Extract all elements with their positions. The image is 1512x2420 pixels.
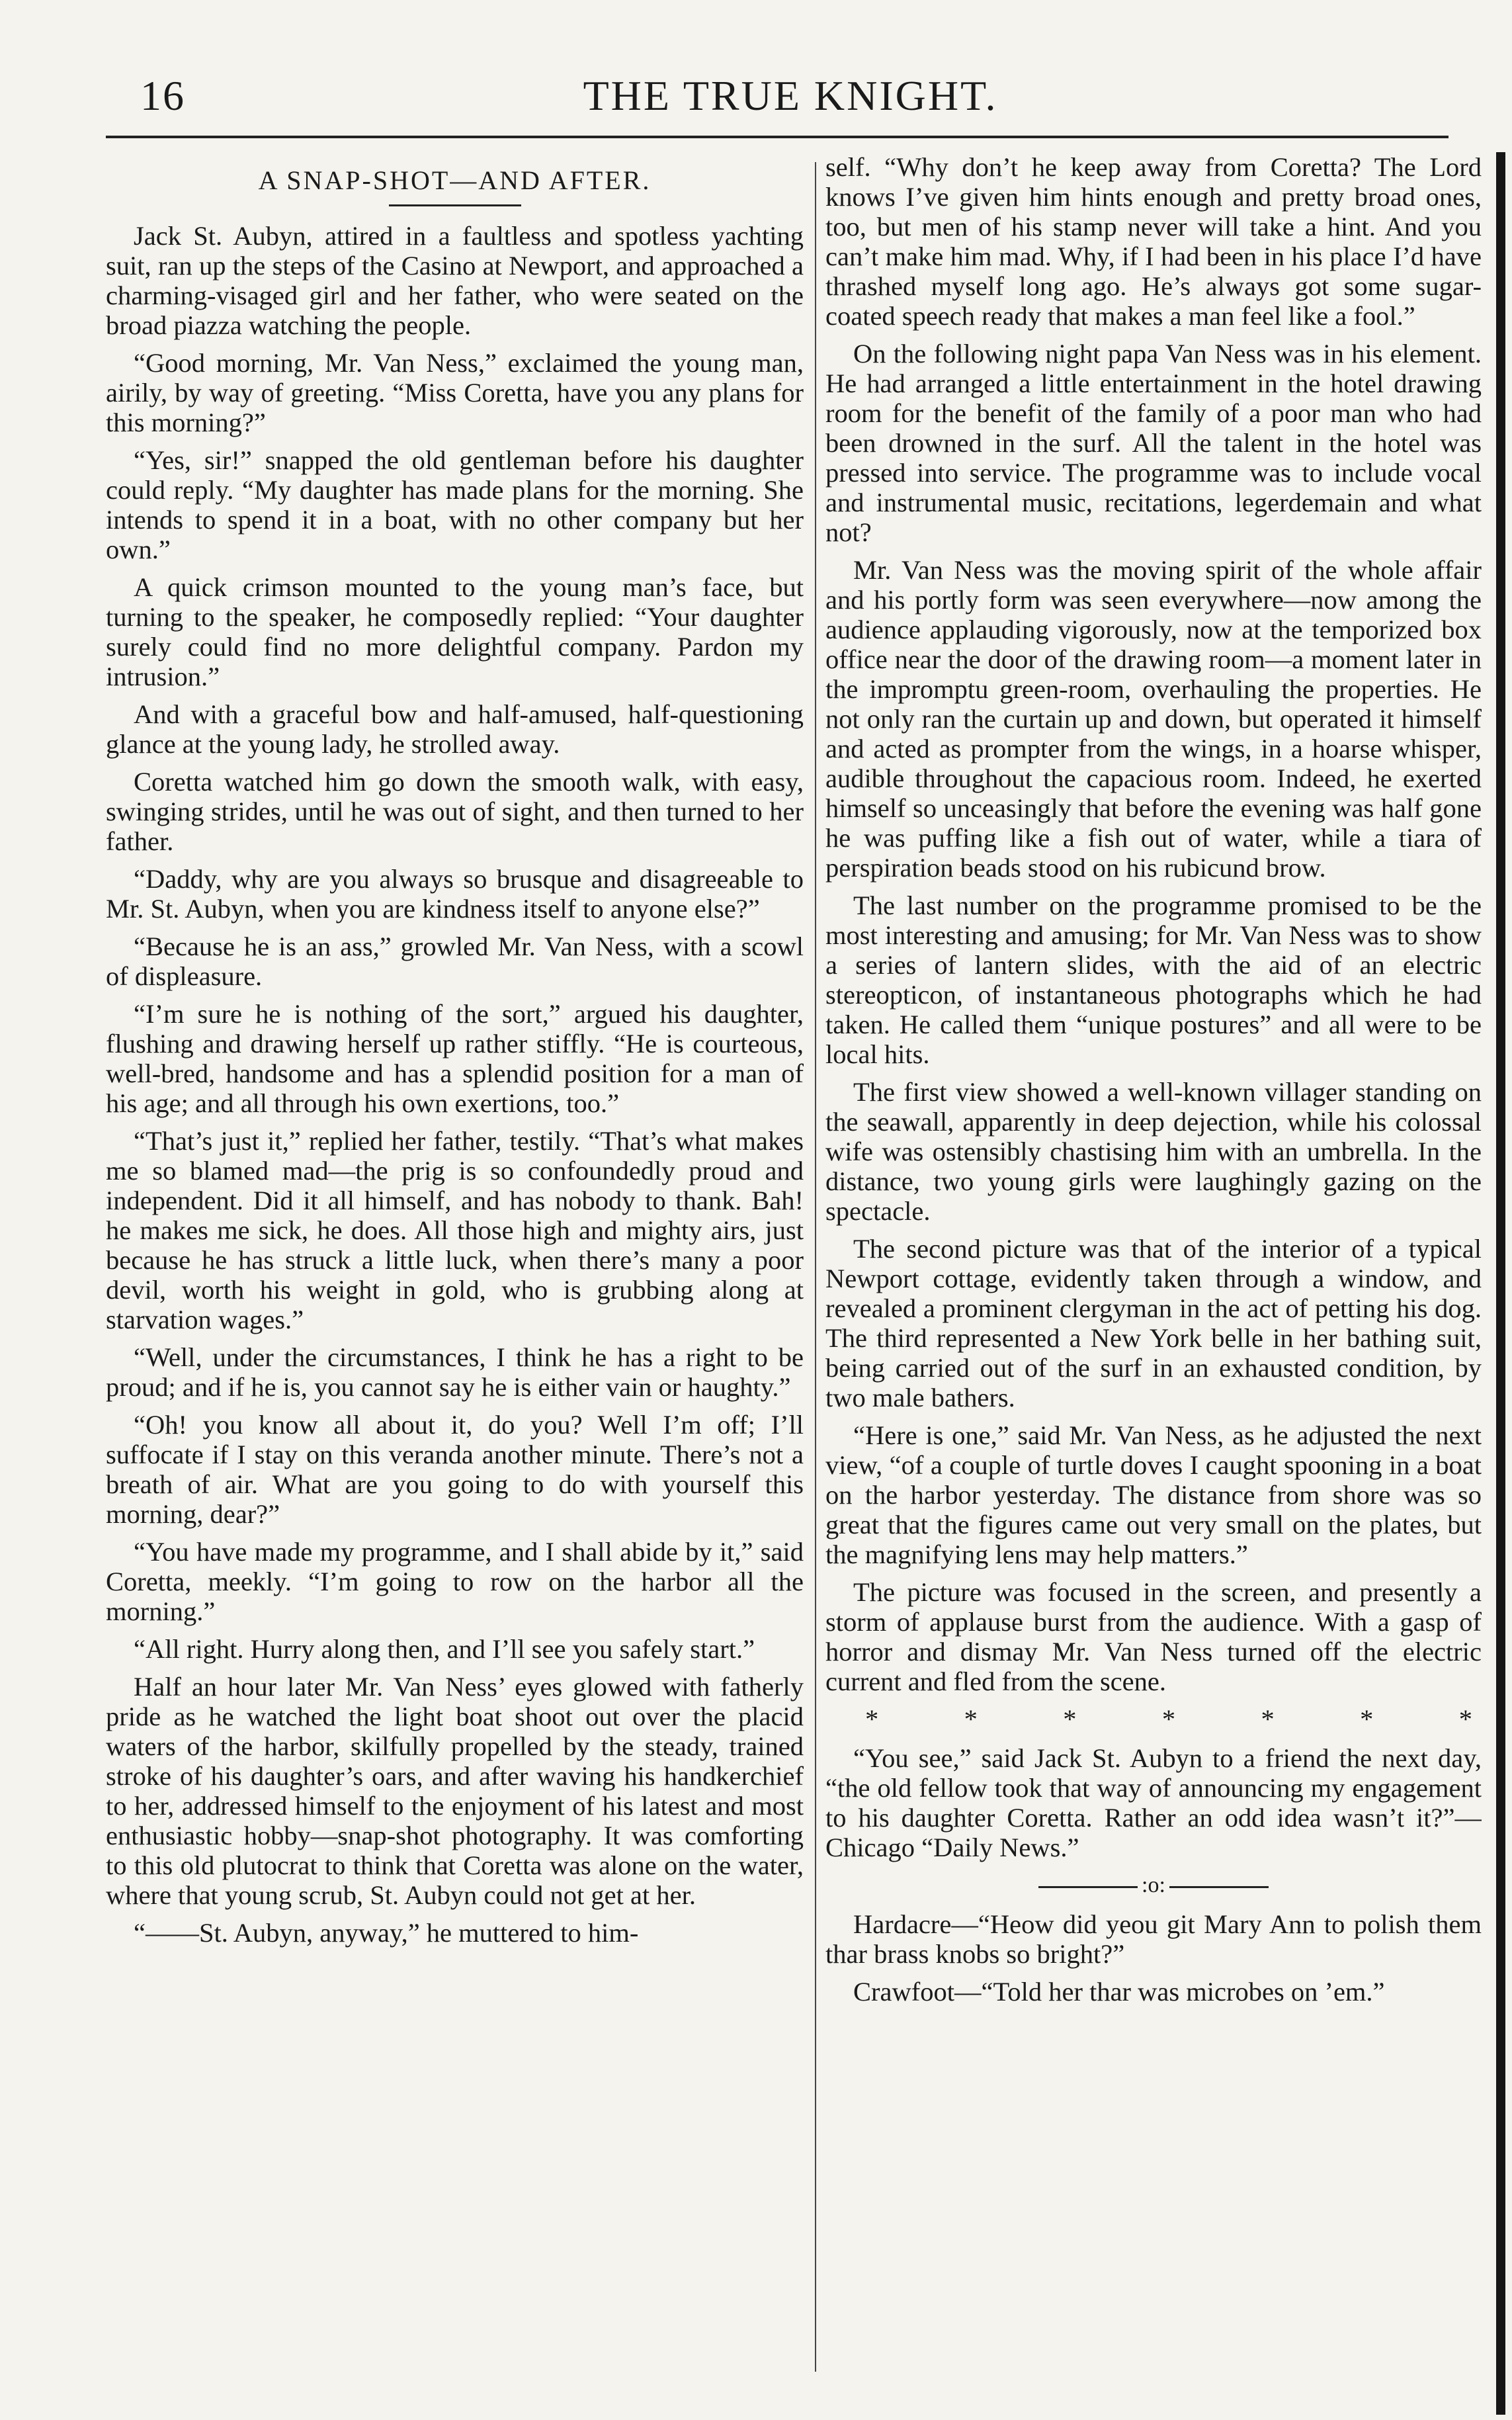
paragraph: “Here is one,” said Mr. Van Ness, as he adjusted the next view, “of a couple of turtle doves I caught spooning in a boat on the harbor yesterday. The distance from shore was so great that the figures came out very small on the plates, but the magnifying lens may help matters.” (825, 1420, 1482, 1569)
paragraph: On the following night papa Van Ness was in his element. He had arranged a little entertainment in the hotel drawing room for the benefit of the family of a poor man who had been drowned in the surf. All the talent in the hotel was pressed into service. The programme was to include vocal and instrumental music, recitations, legerdemain and what not? (825, 339, 1482, 547)
page-number: 16 (140, 72, 185, 119)
star: * (1161, 1704, 1179, 1734)
star: * (865, 1704, 882, 1734)
title-rule (389, 204, 521, 206)
paragraph: “Good morning, Mr. Van Ness,” exclaimed the young man, airily, by way of greeting. “Miss Coretta, have you any plans for this morning?” (106, 348, 804, 437)
paragraph: “Daddy, why are you always so brusque and disagreeable to Mr. St. Aubyn, when you are kindness itself to anyone else?” (106, 864, 804, 924)
filler-joke-line: Hardacre—“Heow did yeou git Mary Ann to polish them thar brass knobs so bright?” (825, 1909, 1482, 1969)
paragraph: The picture was focused in the screen, and presently a storm of applause burst from the audience. With a gasp of horror and dismay Mr. Van Ness turned off the electric current and fled from the scene. (825, 1577, 1482, 1696)
continued-paragraph: self. “Why don’t he keep away from Coretta? The Lord knows I’ve given him hints enough and pretty broad ones, too, but men of his stamp never will take a hint. And you can’t make him mad. Why, if I had been in his place I’d have thrashed myself long ago. He’s always got some sugar-coated speech ready that makes a man feel like a fool.” (825, 152, 1482, 331)
paragraph: “You have made my programme, and I shall abide by it,” said Coretta, meekly. “I’m going to row on the harbor all the morning.” (106, 1537, 804, 1626)
filler-joke-line: Crawfoot—“Told her thar was microbes on ’em.” (853, 1977, 1385, 2007)
section-break-stars (825, 1704, 1482, 1734)
paragraph: “I’m sure he is nothing of the sort,” argued his daughter, flushing and drawing herself up rather stiffly. “He is courteous, well-bred, handsome and has a splendid position for a man of his age; and all through his own exertions, too.” (106, 999, 804, 1118)
paragraph: Mr. Van Ness was the moving spirit of the whole affair and his portly form was seen everywhere—now among the audience applauding vigorously, now at the temporized box office near the door of the drawing room—a moment later in the impromptu green-room, overhauling the properties. He not only ran the curtain up and down, but operated it himself and acted as prompter from the wings, in a hoarse whisper, audible throughout the capacious room. Indeed, he exerted himself so unceasingly that before the evening was half gone he was puffing like a fish out of water, while a tiara of perspiration beads stood on his rubicund brow. (825, 555, 1482, 883)
paragraph: Jack St. Aubyn, attired in a faultless and spotless yachting suit, ran up the steps of the Casino at Newport, and approached a charming-visaged girl and her father, who were seated on the broad piazza watching the people. (106, 221, 804, 340)
page-edge-shadow (1496, 152, 1505, 2415)
paragraph: Half an hour later Mr. Van Ness’ eyes glowed with fatherly pride as he watched the light boat shoot out over the placid waters of the harbor, skilfully propelled by the steady, trained stroke of his daughter’s oars, and after waving his handkerchief to her, addressed himself to the enjoyment of his latest and most enthusiastic hobby—snap-shot photography. It was comforting to this old plutocrat to think that Coretta was alone on the water, where that young scrub, St. Aubyn could not get at her. (106, 1672, 804, 1910)
closing-paragraph: “You see,” said Jack St. Aubyn to a friend the next day, “the old fellow took that way of announcing my engagement to his daughter Coretta. Rather an odd idea wasn’t it?”—Chicago “Daily News.” (825, 1743, 1482, 1862)
right-column (825, 152, 1482, 2388)
header-rule (106, 136, 1449, 138)
paragraph: “Well, under the circumstances, I think he has a right to be proud; and if he is, you cannot say he is either vain or haughty.” (106, 1342, 804, 1402)
paragraph: Coretta watched him go down the smooth walk, with easy, swinging strides, until he was out of sight, and then turned to her father. (106, 767, 804, 856)
paragraph: “Yes, sir!” snapped the old gentleman before his daughter could reply. “My daughter has made plans for the morning. She intends to spend it in a boat, with no other company but her own.” (106, 445, 804, 564)
article-title: A SNAP-SHOT—AND AFTER. (258, 165, 651, 195)
column-divider (815, 162, 816, 2372)
star: * (1261, 1704, 1277, 1734)
separator-line-right (1169, 1886, 1269, 1888)
paragraph: “That’s just it,” replied her father, testily. “That’s what makes me so blamed mad—the prig is so confoundedly proud and independent. Did it all himself, and has nobody to thank. Bah! he makes me sick, he does. All those high and mighty airs, just because he has struck a little luck, when there’s many a poor devil, worth his weight in gold, who is grubbing along at starvation wages.” (106, 1126, 804, 1334)
article-separator (825, 1870, 1482, 1900)
paragraph: The last number on the programme promised to be the most interesting and amusing; for Mr. Van Ness was to show a series of lantern slides, with the aid of an electric stereopticon, of instantaneous photographs which he had taken. He called them “unique postures” and all were to be local hits. (825, 890, 1482, 1069)
star: * (1458, 1704, 1475, 1734)
paragraph: The second picture was that of the interior of a typical Newport cottage, evidently taken through a window, and revealed a prominent clergyman in the act of petting his dog. The third represented a New York belle in her bathing suit, being carried out of the surf in an exhausted condition, by two male bathers. (825, 1234, 1482, 1412)
paragraph: “Oh! you know all about it, do you? Well I’m off; I’ll suffocate if I stay on this veranda another minute. There’s not a breath of air. What are you going to do with yourself this morning, dear?” (106, 1410, 804, 1529)
paragraph: “——St. Aubyn, anyway,” he muttered to him- (134, 1918, 639, 1948)
paragraph: A quick crimson mounted to the young man’s face, but turning to the speaker, he composedly replied: “Your daughter surely could find no more delightful company. Pardon my intrusion.” (106, 572, 804, 691)
left-column (106, 152, 804, 2388)
star: * (964, 1704, 980, 1734)
paragraph: “All right. Hurry along then, and I’ll see you safely start.” (134, 1634, 755, 1664)
page-header (132, 66, 1449, 132)
paragraph: “Because he is an ass,” growled Mr. Van Ness, with a scowl of displeasure. (106, 931, 804, 991)
separator-line-left (1038, 1886, 1138, 1888)
paragraph: The first view showed a well-known villager standing on the seawall, apparently in deep dejection, while his colossal wife was ostensibly chastising him with an umbrella. In the distance, two young girls were laughingly gazing on the spectacle. (825, 1077, 1482, 1226)
paragraph: And with a graceful bow and half-amused, half-questioning glance at the young lady, he strolled away. (106, 699, 804, 759)
separator-mark: :o: (1142, 1873, 1165, 1897)
star: * (1360, 1704, 1376, 1734)
star: * (1063, 1704, 1079, 1734)
running-head: THE TRUE KNIGHT. (583, 72, 998, 119)
